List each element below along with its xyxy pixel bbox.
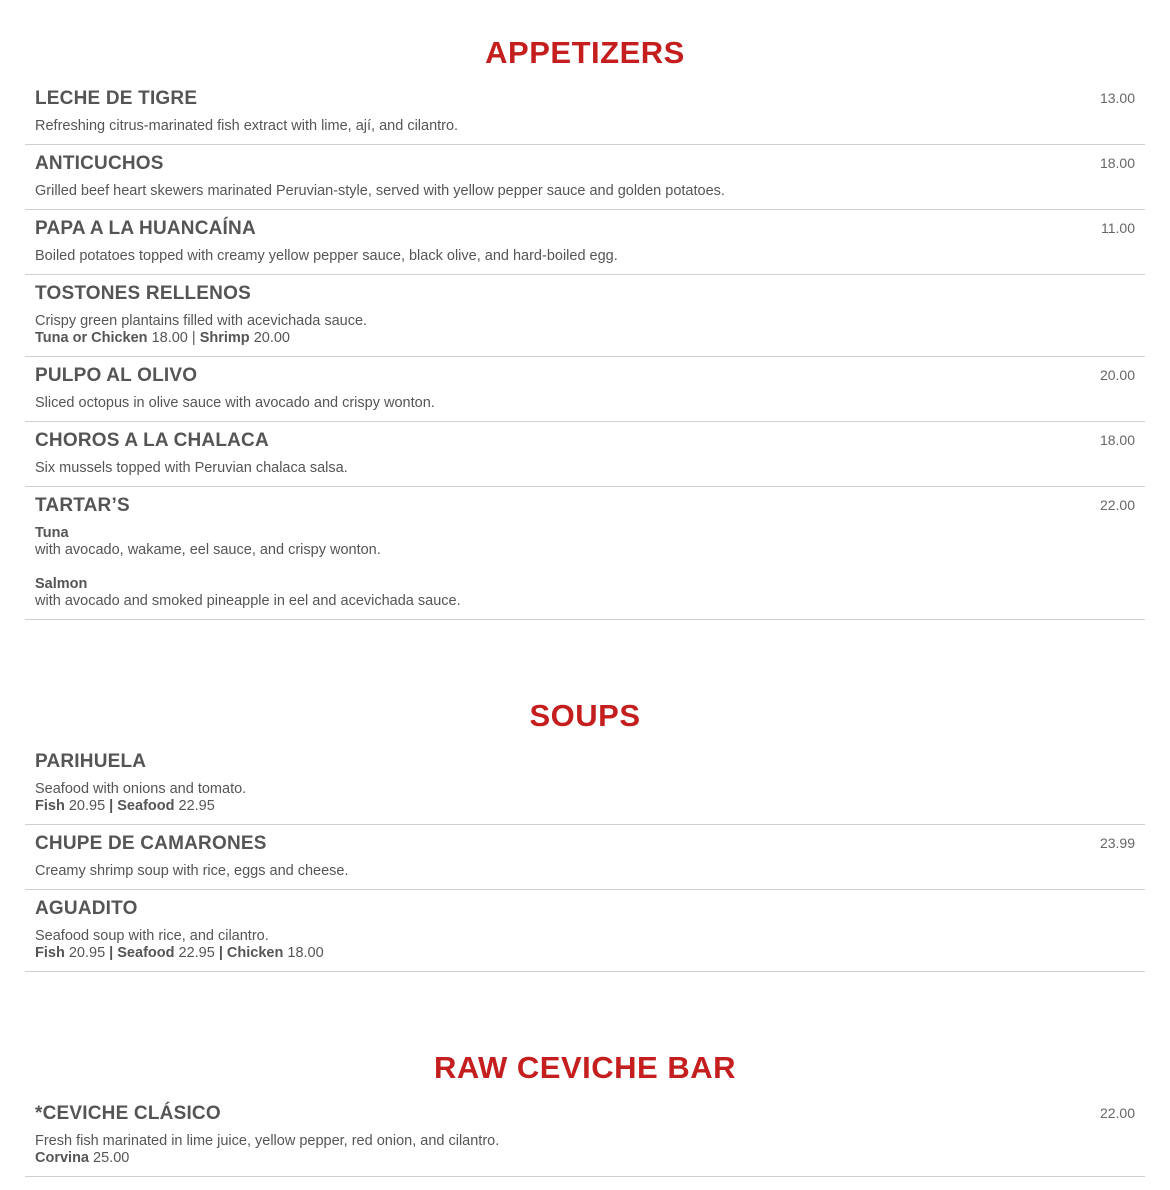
menu-item xyxy=(25,743,1145,825)
item-description: Sliced octopus in olive sauce with avocado and crispy wonton. xyxy=(35,395,435,411)
item-price: 18.00 xyxy=(1099,432,1135,448)
option-separator: | xyxy=(109,798,114,814)
item-name: ANTICUCHOS xyxy=(35,153,164,174)
section-title-ceviche: RAW CEVICHE BAR xyxy=(433,1050,736,1085)
sub-item-description: with avocado and smoked pineapple in eel and acevichada sauce. xyxy=(35,593,461,609)
soups-section xyxy=(25,620,1145,972)
menu-item xyxy=(25,825,1145,890)
item-description: Creamy shrimp soup with rice, eggs and cheese. xyxy=(35,863,349,879)
item-options xyxy=(35,945,1135,962)
item-price: 23.99 xyxy=(1099,835,1135,851)
item-price: 20.00 xyxy=(1099,367,1135,383)
option-price: 18.00 xyxy=(287,945,324,961)
option-label: Shrimp xyxy=(199,330,250,346)
item-description: Refreshing citrus-marinated fish extract with lime, ají, and cilantro. xyxy=(35,118,459,134)
sub-item xyxy=(35,525,1135,559)
menu-item xyxy=(25,422,1145,487)
option-label: Fish xyxy=(35,945,65,961)
menu-item xyxy=(25,890,1145,972)
sub-item xyxy=(35,576,1135,610)
item-name: CHOROS A LA CHALACA xyxy=(35,430,269,451)
item-description: Seafood soup with rice, and cilantro. xyxy=(35,928,269,944)
item-description: Fresh fish marinated in lime juice, yellow pepper, red onion, and cilantro. xyxy=(35,1133,500,1149)
item-description: Seafood with onions and tomato. xyxy=(35,781,247,797)
item-options xyxy=(35,1150,1135,1167)
option-separator: | xyxy=(218,945,223,961)
option-label: Seafood xyxy=(117,945,175,961)
menu-item xyxy=(25,210,1145,275)
option-price: 25.00 xyxy=(93,1150,130,1166)
option-price: 20.00 xyxy=(253,330,290,346)
item-name: CHUPE DE CAMARONES xyxy=(35,833,267,854)
item-price: 18.00 xyxy=(1099,155,1135,171)
menu-item xyxy=(25,275,1145,357)
item-options xyxy=(35,798,1135,815)
section-title-soups: SOUPS xyxy=(529,698,641,733)
option-price: 22.95 xyxy=(178,798,215,814)
sub-item-name: Salmon xyxy=(35,576,88,592)
item-name: PARIHUELA xyxy=(35,751,147,772)
option-label: Corvina xyxy=(35,1150,89,1166)
menu-item xyxy=(25,357,1145,422)
item-name: PULPO AL OLIVO xyxy=(35,365,198,386)
option-price: 18.00 xyxy=(151,330,188,346)
appetizers-section xyxy=(25,0,1145,620)
item-description: Boiled potatoes topped with creamy yellow pepper sauce, black olive, and hard-boiled egg. xyxy=(35,248,618,264)
option-price: 20.95 xyxy=(68,798,106,814)
option-price: 20.95 xyxy=(68,945,106,961)
ceviche-section xyxy=(25,972,1145,1177)
sub-item-description: with avocado, wakame, eel sauce, and crispy wonton. xyxy=(35,542,381,558)
section-title-appetizers: APPETIZERS xyxy=(485,35,685,70)
option-separator: | xyxy=(191,330,196,346)
option-label: Chicken xyxy=(226,945,284,961)
item-name: LECHE DE TIGRE xyxy=(35,88,198,109)
option-label: Fish xyxy=(35,798,65,814)
item-name: AGUADITO xyxy=(35,898,138,919)
item-options xyxy=(35,330,1135,347)
item-description: Crispy green plantains filled with acevichada sauce. xyxy=(35,313,368,329)
menu-item xyxy=(25,1095,1145,1177)
item-name: *CEVICHE CLÁSICO xyxy=(35,1103,221,1124)
item-price: 22.00 xyxy=(1099,1105,1135,1121)
item-description: Six mussels topped with Peruvian chalaca salsa. xyxy=(35,460,348,476)
menu-item xyxy=(25,487,1145,620)
option-label: Seafood xyxy=(117,798,175,814)
item-price: 13.00 xyxy=(1099,90,1135,106)
option-separator: | xyxy=(109,945,114,961)
item-name: PAPA A LA HUANCAÍNA xyxy=(35,218,256,239)
sub-item-name: Tuna xyxy=(35,525,69,541)
item-name: TOSTONES RELLENOS xyxy=(35,283,251,304)
item-price: 11.00 xyxy=(1101,220,1135,236)
menu-item xyxy=(25,80,1145,145)
menu-item xyxy=(25,145,1145,210)
item-price: 22.00 xyxy=(1099,497,1135,513)
item-name: TARTAR’S xyxy=(35,495,130,516)
option-label: Tuna or Chicken xyxy=(35,330,148,346)
item-description: Grilled beef heart skewers marinated Peruvian-style, served with yellow pepper sauce and golden potatoes. xyxy=(35,183,725,199)
option-price: 22.95 xyxy=(178,945,215,961)
